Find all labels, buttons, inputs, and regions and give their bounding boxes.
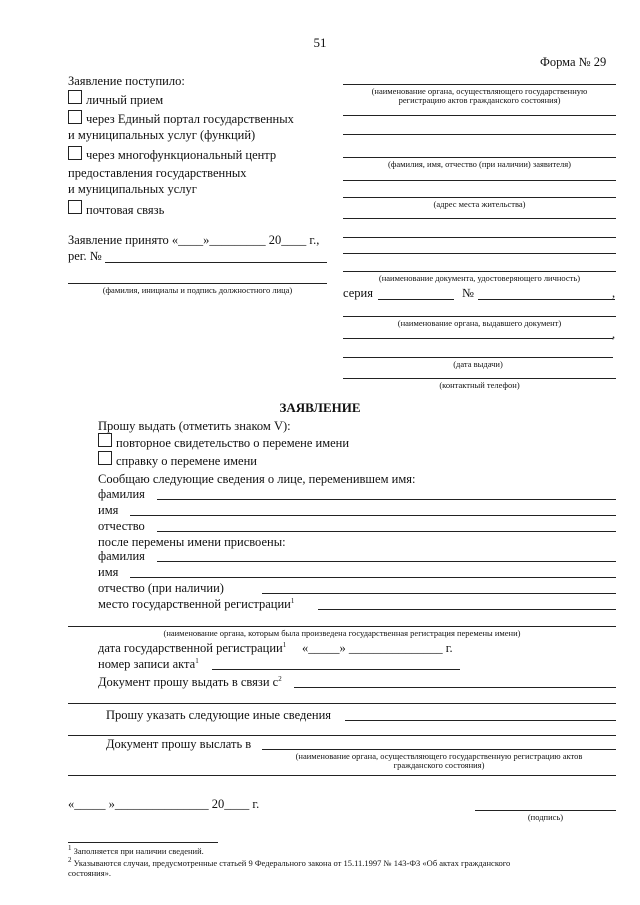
footnote-2-cont: состояния». [68,868,111,878]
org-caption-1: (наименование органа, осуществляющего государственную [371,86,588,96]
phone-caption: (контактный телефон) [439,380,520,390]
reg-number-field[interactable] [105,262,327,263]
info-intro: Сообщаю следующие сведения о лице, переменившем имя: [98,472,416,486]
reg-org-caption: (наименование органа, которым была произведена государственная регистрация перемены имени) [163,628,521,638]
other-info-field[interactable] [345,720,616,721]
address-line-3[interactable] [343,218,616,219]
reg-place-label: место государственной регистрации$^1$ [98,596,295,611]
address-line-4[interactable] [343,237,616,238]
surname2-field[interactable] [157,561,616,562]
purpose-field-2[interactable] [68,703,616,704]
send-caption-2: гражданского состояния) [393,760,485,770]
option-mfc-cont-1: предоставления государственных [68,166,247,180]
reg-number-label: рег. № [68,249,102,263]
page-number: 51 [313,35,327,50]
patronymic-label: отчество [98,519,145,533]
series-label: серия [343,286,373,300]
other-info-field-2[interactable] [68,735,616,736]
applicant-line-3[interactable] [343,157,616,158]
address-line-1[interactable] [343,180,616,181]
option-personal: личный прием [86,93,164,107]
send-to-label: Документ прошу выслать в [106,737,252,751]
number-field[interactable] [478,299,615,300]
org-name-line[interactable] [343,84,616,85]
official-signature-line[interactable] [68,283,327,284]
issuer-line[interactable] [343,316,616,317]
patronymic2-label: отчество (при наличии) [98,581,224,595]
patronymic2-field[interactable] [262,593,616,594]
signature-line[interactable] [475,810,616,811]
checkbox-portal[interactable] [68,110,82,124]
surname2-label: фамилия [98,549,145,563]
name-label: имя [98,503,119,517]
name-field[interactable] [130,515,616,516]
option-certificate: повторное свидетельство о перемене имени [116,436,350,450]
issuer-line-2[interactable] [343,338,613,339]
address-line-2[interactable] [343,197,616,198]
date-line[interactable]: «_____ »_______________ 20____ г. [68,797,260,811]
address-caption: (адрес места жительства) [433,199,526,209]
request-text: Прошу выдать (отметить знаком V): [98,419,291,433]
issuer-caption: (наименование органа, выдавшего документ) [397,318,562,328]
form-number: Форма № 29 [540,55,607,69]
accepted-line[interactable]: Заявление принято «____»_________ 20____ г., [68,233,320,247]
issue-date-caption: (дата выдачи) [453,359,503,369]
number-label: № [462,286,474,300]
purpose-field[interactable] [294,687,616,688]
reg-place-field[interactable] [318,609,616,610]
series-field[interactable] [378,299,454,300]
checkbox-certificate[interactable] [98,433,112,447]
footnote-2: $^2$ Указываются случаи, предусмотренные статьей 9 Федерального закона от 15.11.1997 № 143-ФЗ «Об актах гражданского [68,856,511,868]
checkbox-post[interactable] [68,200,82,214]
checkbox-reference[interactable] [98,451,112,465]
checkbox-mfc[interactable] [68,146,82,160]
checkbox-personal[interactable] [68,90,82,104]
id-doc-caption: (наименование документа, удостоверяющего личность) [378,273,581,283]
option-portal-cont: и муниципальных услуг (функций) [68,128,256,142]
phone-line[interactable] [343,378,616,379]
applicant-line-1[interactable] [343,115,616,116]
option-reference: справку о перемене имени [116,454,257,468]
applicant-line-2[interactable] [343,134,616,135]
send-to-field-2[interactable] [68,775,616,776]
id-doc-line[interactable] [343,271,616,272]
reg-date-field[interactable]: «_____» _______________ г. [302,641,453,655]
signature-caption: (подпись) [527,812,564,822]
after-change-label: после перемены имени присвоены: [98,535,286,549]
send-caption-1: (наименование органа, осуществляющего государственную регистрацию актов [295,751,583,761]
option-mfc-cont-2: и муниципальных услуг [68,182,197,196]
official-caption: (фамилия, инициалы и подпись должностного лица) [102,285,293,295]
option-post: почтовая связь [86,203,165,217]
option-portal: через Единый портал государственных [86,112,294,126]
name2-label: имя [98,565,119,579]
surname-label: фамилия [98,487,145,501]
issue-date-line[interactable] [343,357,613,358]
purpose-label: Документ прошу выдать в связи $с^2$ [98,674,282,689]
other-info-label: Прошу указать следующие иные сведения [106,708,332,722]
footnote-1: $^1$ Заполняется при наличии сведений. [68,844,204,856]
option-mfc: через многофункциональный центр [86,148,277,162]
reg-date-label: дата государственной регистрации$^1$ [98,640,287,655]
reg-org-line[interactable] [68,626,616,627]
send-to-field[interactable] [262,749,616,750]
received-title: Заявление поступило: [68,74,185,88]
patronymic-field[interactable] [157,531,616,532]
footnote-divider [68,842,218,843]
surname-field[interactable] [157,499,616,500]
record-number-label: номер записи акта$^1$ [98,656,199,671]
org-caption-2: регистрацию актов гражданского состояния) [398,95,561,105]
record-number-field[interactable] [212,669,460,670]
applicant-caption: (фамилия, имя, отчество (при наличии) заявителя) [388,159,571,169]
application-title: ЗАЯВЛЕНИЕ [279,400,361,415]
address-line-5[interactable] [343,253,616,254]
name2-field[interactable] [130,577,616,578]
